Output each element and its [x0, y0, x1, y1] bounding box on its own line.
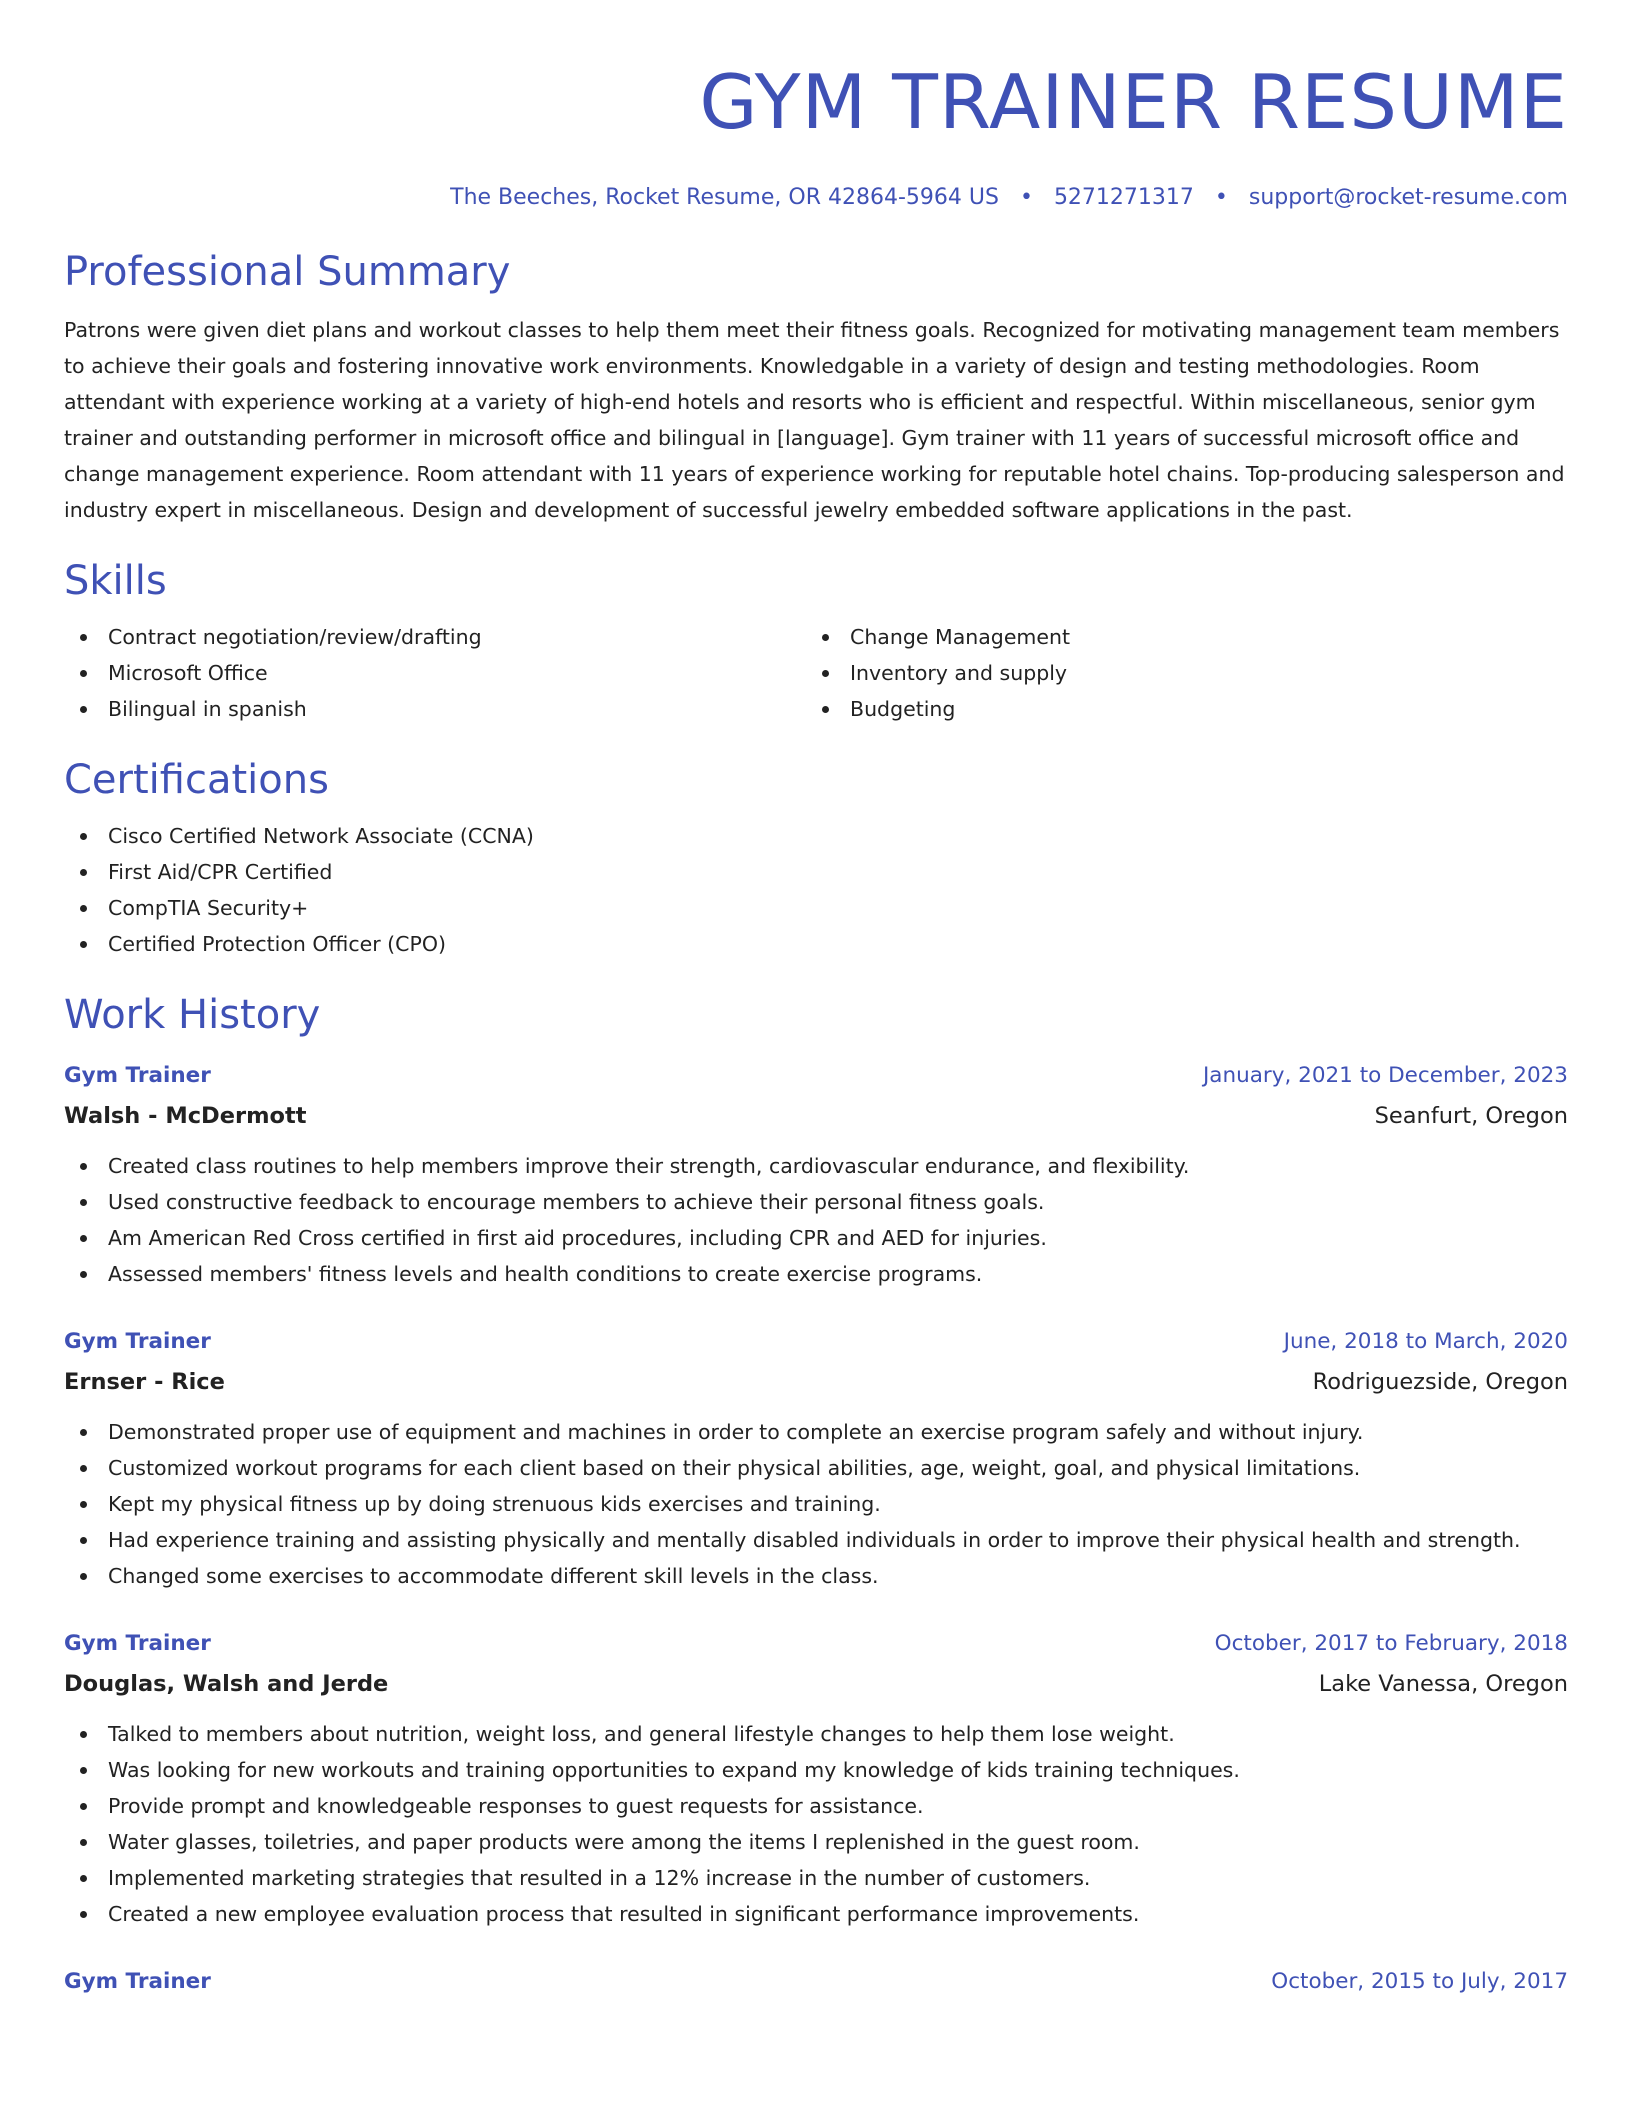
job-bullets — [64, 1148, 1568, 1292]
job-bullet: Was looking for new workouts and training opportunities to expand my knowledge of kids training techniques. — [64, 1752, 1568, 1788]
job-bullet: Used constructive feedback to encourage members to achieve their personal fitness goals. — [64, 1184, 1568, 1220]
job-header-row — [64, 1624, 1568, 1664]
job-bullet: Water glasses, toiletries, and paper products were among the items I replenished in the guest room. — [64, 1824, 1568, 1860]
skill-item: Inventory and supply — [806, 655, 1548, 691]
contact-separator: • — [1214, 185, 1228, 210]
job-bullet: Customized workout programs for each client based on their physical abilities, age, weight, goal, and physical limitations. — [64, 1450, 1568, 1486]
job-dates: October, 2015 to July, 2017 — [1271, 1969, 1568, 1994]
job-header-row — [64, 1962, 1568, 2002]
job-location: Rodriguezside, Oregon — [1312, 1369, 1568, 1395]
job-bullet: Demonstrated proper use of equipment and machines in order to complete an exercise program safely and without injury. — [64, 1414, 1568, 1450]
job-header-row — [64, 1322, 1568, 1362]
skill-item: Contract negotiation/review/drafting — [64, 619, 806, 655]
job-location: Lake Vanessa, Oregon — [1318, 1671, 1568, 1697]
job-company-row — [64, 1096, 1568, 1136]
job-company: Douglas, Walsh and Jerde — [64, 1671, 389, 1697]
certification-item: Certified Protection Officer (CPO) — [64, 926, 1568, 962]
job-bullets — [64, 1414, 1568, 1594]
summary-text: Patrons were given diet plans and workout classes to help them meet their fitness goals. Recognized for motivating management team members to achieve their goals and fostering innovative work environments. Knowledgable in a variety of design and testing methodologies. Room attendant with experience working at a variety of high-end hotels and resorts who is efficient and respectful. Within miscellaneous, senior gym trainer and outstanding performer in microsoft office and bilingual in [language]. Gym trainer with 11 years of successful microsoft office and change management experience. Room attendant with 11 years of experience working for reputable hotel chains. Top-producing salesperson and industry expert in miscellaneous. Design and development of successful jewelry embedded software applications in the past. — [64, 318, 1565, 522]
certification-item: Cisco Certified Network Associate (CCNA) — [64, 818, 1568, 854]
summary-heading: Professional Summary — [64, 249, 511, 295]
job-bullet: Created a new employee evaluation process that resulted in significant performance improvements. — [64, 1896, 1568, 1932]
job-entry — [64, 1624, 1568, 1932]
contact-line — [64, 183, 1568, 213]
job-company: Ernser - Rice — [64, 1369, 225, 1395]
contact-address: The Beeches, Rocket Resume, OR 42864-5964 US — [450, 185, 999, 210]
work-history-heading: Work History — [64, 992, 321, 1038]
job-header-row — [64, 1056, 1568, 1096]
contact-email[interactable]: support@rocket-resume.com — [1248, 185, 1568, 210]
job-bullet: Provide prompt and knowledgeable responses to guest requests for assistance. — [64, 1788, 1568, 1824]
job-title: Gym Trainer — [64, 1063, 211, 1088]
job-entry — [64, 1056, 1568, 1292]
job-bullet: Implemented marketing strategies that resulted in a 12% increase in the number of customers. — [64, 1860, 1568, 1896]
job-bullet: Had experience training and assisting physically and mentally disabled individuals in order to improve their physical health and strength. — [64, 1522, 1568, 1558]
job-bullet: Assessed members' fitness levels and health conditions to create exercise programs. — [64, 1256, 1568, 1292]
job-dates: October, 2017 to February, 2018 — [1214, 1631, 1568, 1656]
job-title: Gym Trainer — [64, 1329, 211, 1354]
contact-separator: • — [1019, 185, 1033, 210]
job-entry — [64, 1962, 1568, 2002]
resume-title: GYM TRAINER RESUME — [699, 58, 1568, 146]
job-title: Gym Trainer — [64, 1969, 211, 1994]
job-company-row — [64, 1664, 1568, 1704]
job-bullets — [64, 1716, 1568, 1932]
contact-phone: 5271271317 — [1053, 185, 1194, 210]
skills-heading: Skills — [64, 558, 167, 604]
job-entry — [64, 1322, 1568, 1594]
skill-item: Microsoft Office — [64, 655, 806, 691]
job-company: Walsh - McDermott — [64, 1103, 307, 1129]
job-bullet: Talked to members about nutrition, weight loss, and general lifestyle changes to help them lose weight. — [64, 1716, 1568, 1752]
skills-right-list — [806, 619, 1548, 727]
certification-item: CompTIA Security+ — [64, 890, 1568, 926]
job-company-row — [64, 1362, 1568, 1402]
job-bullet: Kept my physical fitness up by doing strenuous kids exercises and training. — [64, 1486, 1568, 1522]
job-dates: January, 2021 to December, 2023 — [1202, 1063, 1568, 1088]
skills-left-list — [64, 619, 806, 727]
skills-grid — [64, 619, 1568, 727]
certification-item: First Aid/CPR Certified — [64, 854, 1568, 890]
job-title: Gym Trainer — [64, 1631, 211, 1656]
skill-item: Bilingual in spanish — [64, 691, 806, 727]
job-bullet: Am American Red Cross certified in first aid procedures, including CPR and AED for injuries. — [64, 1220, 1568, 1256]
job-dates: June, 2018 to March, 2020 — [1283, 1329, 1568, 1354]
certifications-list — [64, 818, 1568, 962]
job-bullet: Changed some exercises to accommodate different skill levels in the class. — [64, 1558, 1568, 1594]
certifications-heading: Certifications — [64, 757, 329, 803]
job-bullet: Created class routines to help members improve their strength, cardiovascular endurance, and flexibility. — [64, 1148, 1568, 1184]
resume-page — [64, 0, 1568, 2002]
skill-item: Budgeting — [806, 691, 1548, 727]
job-location: Seanfurt, Oregon — [1374, 1103, 1568, 1129]
skill-item: Change Management — [806, 619, 1548, 655]
